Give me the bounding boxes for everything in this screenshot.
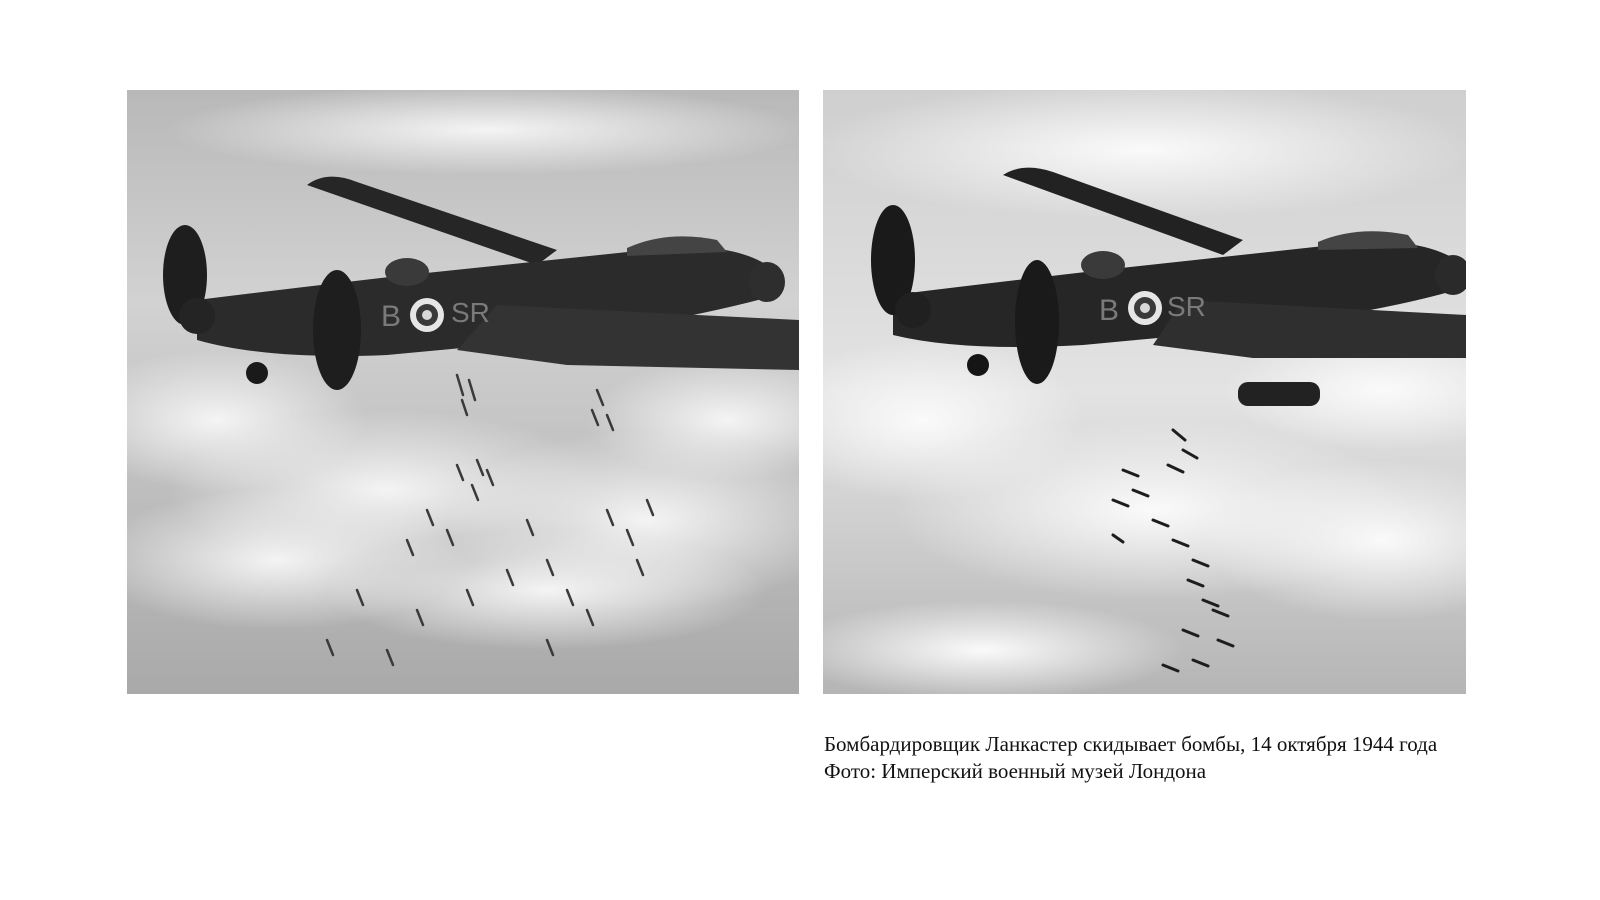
photo-left-image	[127, 90, 799, 694]
aircraft-letter: B	[381, 300, 402, 333]
photo-caption	[824, 731, 1564, 785]
caption-credit: Фото: Имперский военный музей Лондона	[824, 759, 1207, 783]
photo-left	[127, 90, 799, 694]
photo-right-image	[823, 90, 1466, 694]
caption-title: Бомбардировщик Ланкастер скидывает бомбы, 14 октября 1944 года	[824, 732, 1438, 756]
cookie-bomb	[1238, 382, 1320, 406]
aircraft-letter: B	[1099, 294, 1120, 327]
photo-right	[823, 90, 1466, 694]
aircraft-squadron-code: SR	[1167, 291, 1206, 322]
aircraft-squadron-code: SR	[451, 297, 490, 328]
